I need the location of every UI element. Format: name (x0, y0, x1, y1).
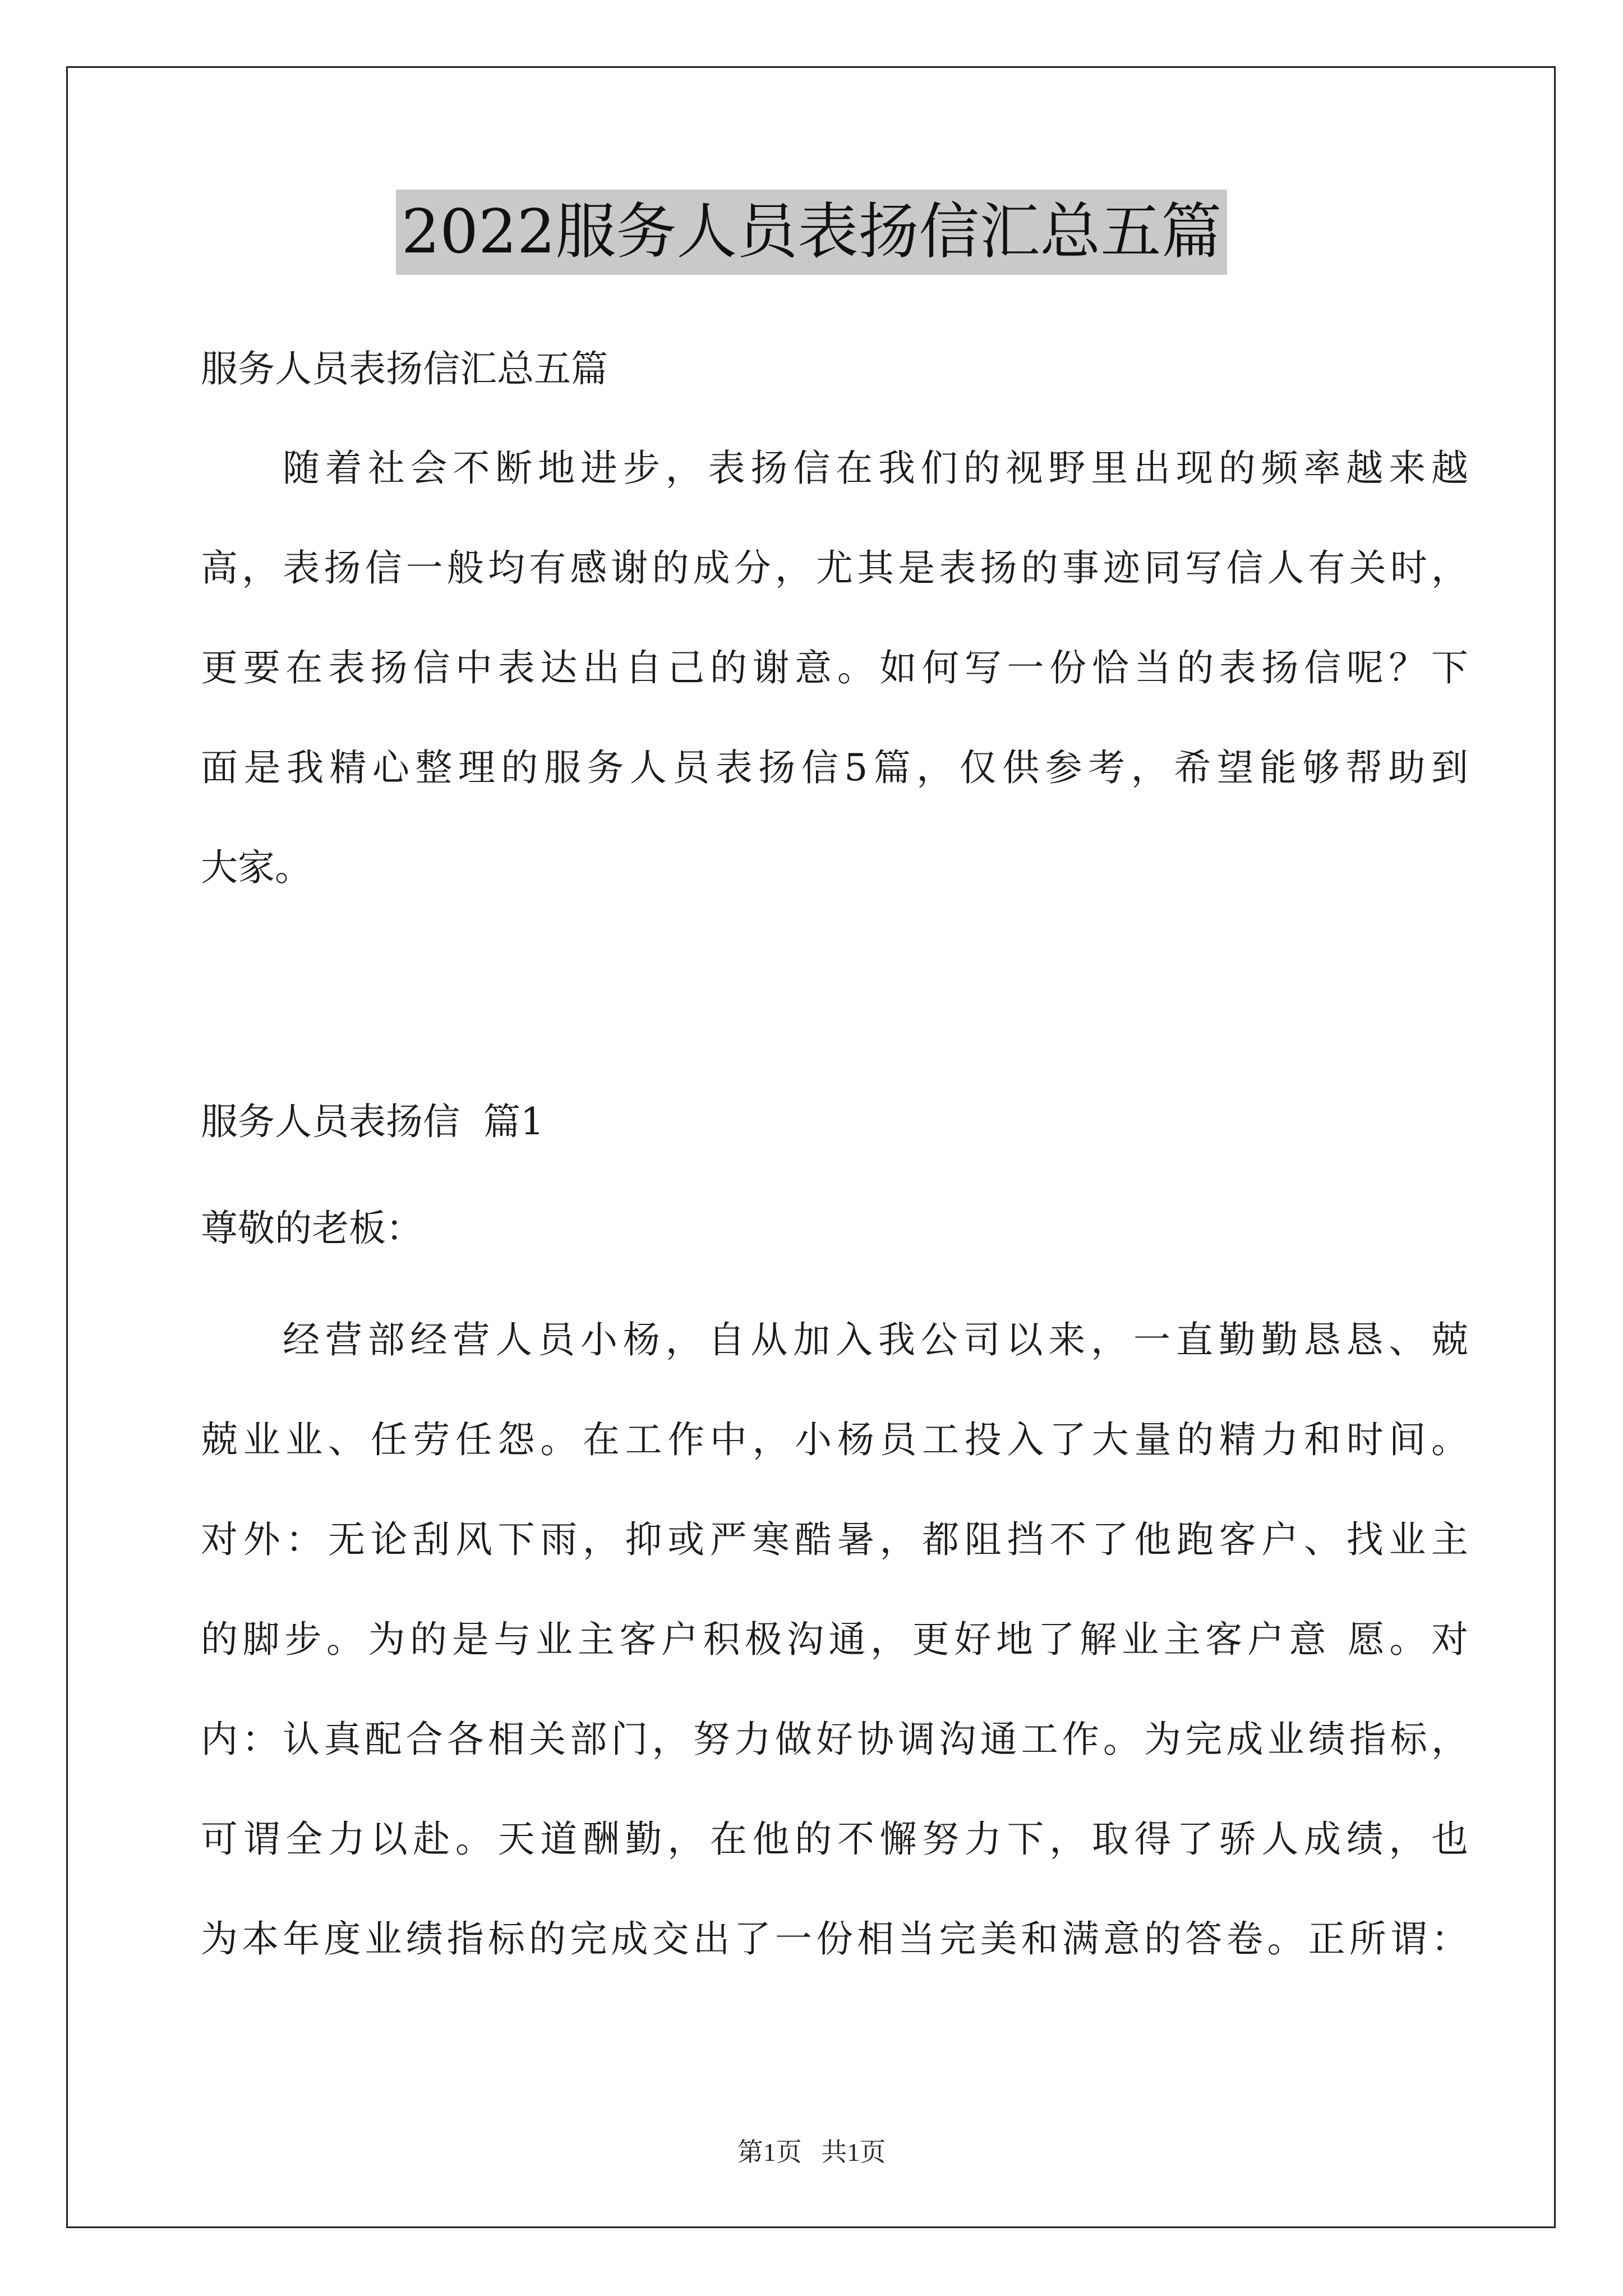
paragraph-line: 可谓全力以赴。天道酬勤，在他的不懈努力下，取得了骄人成绩，也 (201, 1818, 1468, 1861)
page-footer (0, 2132, 1623, 2169)
paragraph-line: 兢业业、任劳任怨。在工作中，小杨员工投入了大量的精力和时间。 (201, 1418, 1468, 1461)
paragraph-line: 对外：无论刮风下雨，抑或严寒酷暑，都阻挡不了他跑客户、找业主 (201, 1518, 1468, 1561)
subtitle (201, 335, 1468, 403)
paragraph-line: 高，表扬信一般均有感谢的成分，尤其是表扬的事迹同写信人有关时， (201, 546, 1468, 590)
paragraph-line: 为本年度业绩指标的完成交出了一份相当完美和满意的答卷。正所谓： (201, 1917, 1468, 1961)
salutation (201, 1195, 1468, 1262)
section-heading (201, 1088, 1468, 1156)
body-paragraph (201, 1290, 1468, 1989)
document-title: 2022服务人员表扬信汇总五篇 (396, 190, 1228, 275)
paragraph-line: 的脚步。为的是与业主客户积极沟通，更好地了解业主客户意 愿。对 (201, 1618, 1468, 1661)
salutation-text: 尊敬的老板： (201, 1207, 423, 1250)
paragraph-line: 随着社会不断地进步，表扬信在我们的视野里出现的频率越来越 (283, 447, 1468, 490)
subtitle-text: 服务人员表扬信汇总五篇 (201, 347, 608, 390)
page-number: 第1页 共1页 (737, 2138, 886, 2166)
paragraph-line: 经营部经营人员小杨，自从加入我公司以来，一直勤勤恳恳、兢 (283, 1318, 1468, 1361)
paragraph-line: 内：认真配合各相关部门，努力做好协调沟通工作。为完成业绩指标， (201, 1718, 1468, 1761)
paragraph-line: 更要在表扬信中表达出自己的谢意。如何写一份恰当的表扬信呢？下 (201, 646, 1468, 689)
section-heading-text: 服务人员表扬信 篇1 (201, 1100, 544, 1143)
intro-paragraph (201, 418, 1468, 918)
title-container (0, 190, 1623, 275)
paragraph-line: 大家。 (201, 846, 312, 889)
paragraph-line: 面是我精心整理的服务人员表扬信5篇，仅供参考，希望能够帮助到 (201, 746, 1468, 789)
